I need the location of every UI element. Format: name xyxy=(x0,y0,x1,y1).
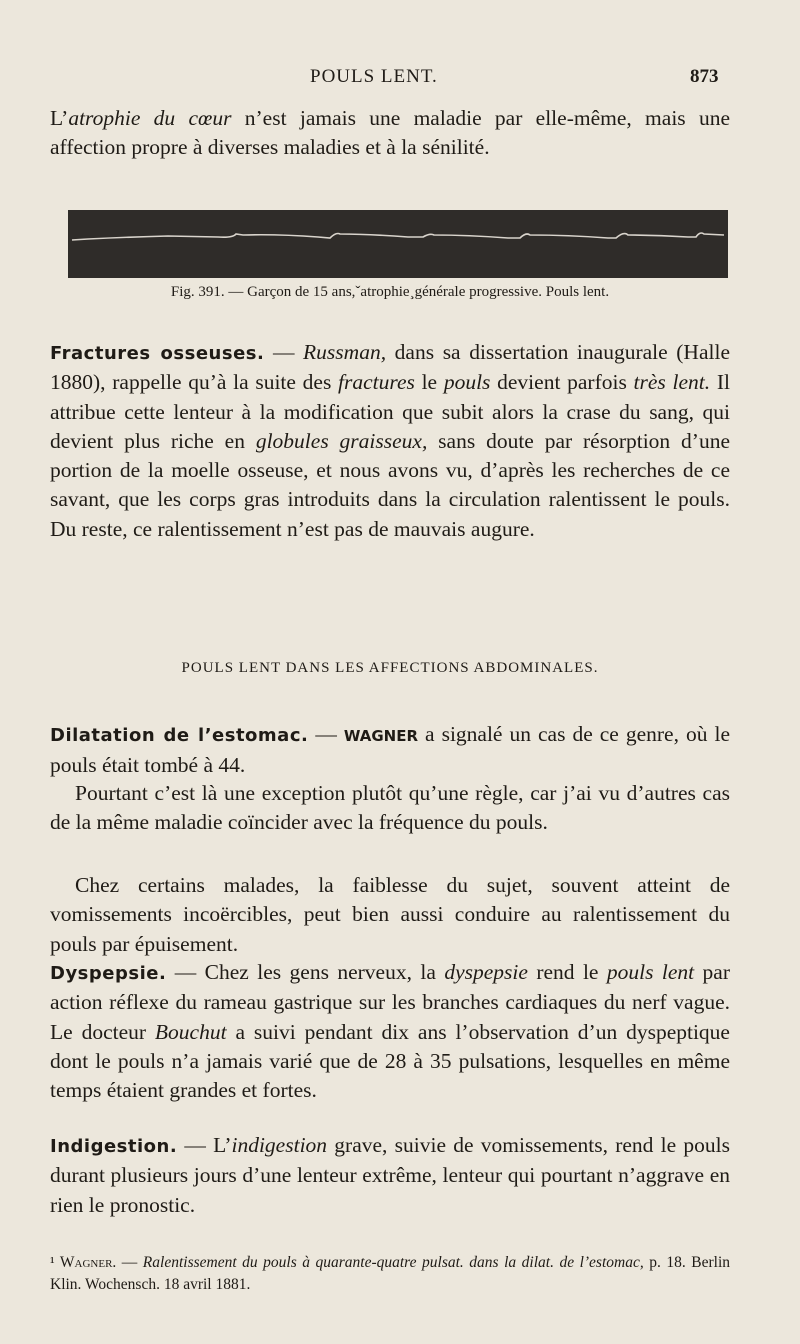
paragraph-malades: Chez certains malades, la faiblesse du sujet, souvent atteint de vomissements incoërcibles, peut bien aussi conduire au ralentissement du pouls par épuisement. xyxy=(50,873,730,956)
running-title: POULS LENT. xyxy=(310,66,438,87)
runin-heading-indigestion: Indigestion. xyxy=(50,1136,178,1157)
paragraph-dyspepsie: Dyspepsie. — Chez les gens nerveux, la dyspepsie rend le pouls lent par action réflexe du rameau gastrique sur les branches cardiaques du nerf vague. Le docteur Bouchut a suivi pendant dix ans l’observation d’un dyspeptique dont le pouls n’a jamais varié que de 28 à 35 pulsations, lesquelles en même temps étaient grandes et fortes. xyxy=(50,960,731,1103)
paragraph-indigestion: Indigestion. — L’indigestion grave, suivie de vomissements, rend le pouls durant plusieurs jours d’une lenteur extrême, lenteur qui pourtant n’aggrave en rien le pronostic. xyxy=(50,1133,730,1217)
pulse-trace-line xyxy=(72,233,724,240)
runin-heading-dilatation: Dilatation de l’estomac. xyxy=(50,725,309,746)
author-name: WAGNER xyxy=(343,727,419,745)
paragraph-atrophie: L’atrophie du cœur n’est jamais une maladie par elle-même, mais une affection propre à diverses maladies et à la sénilité. xyxy=(50,106,730,160)
page-number: 873 xyxy=(690,66,719,87)
pulse-tracing xyxy=(68,210,728,278)
paragraph-fractures: Fractures osseuses. — Russman, dans sa dissertation inaugurale (Halle 1880), rappelle qu’à la suite des fractures le pouls devient parfois très lent. Il attribue cette lenteur à la modification que subit alors la crase du sang, qui devient plus riche en globules graisseux, sans doute par résorption d’une portion de la moelle osseuse, et nous avons vu, d’après les recherches de ce savant, que les corps gras introduits dans la circulation ralentissent le pouls. Du reste, ce ralentissement n’est pas de mauvais augure. xyxy=(50,340,730,541)
runin-heading-fractures: Fractures osseuses. xyxy=(50,343,265,364)
pulse-tracing-figure xyxy=(68,210,728,278)
running-header xyxy=(0,66,800,96)
figure-caption: Fig. 391. — Garçon de 15 ans,ˇatrophie¸générale progressive. Pouls lent. xyxy=(170,284,610,300)
paragraph-exception: Pourtant c’est là une exception plutôt qu’une règle, car j’ai vu d’autres cas de la même maladie coïncider avec la fréquence du pouls. xyxy=(50,781,730,835)
footnote: ¹ Wagner. — Ralentissement du pouls à quarante-quatre pulsat. dans la dilat. de l’estomac, p. 18. Berlin Klin. Wochensch. 18 avril 1881. xyxy=(50,1254,730,1293)
runin-heading-dyspepsie: Dyspepsie. xyxy=(50,963,167,984)
section-heading: POULS LENT DANS LES AFFECTIONS ABDOMINALES. xyxy=(181,660,599,676)
paragraph-dilatation: Dilatation de l’estomac. — WAGNER a signalé un cas de ce genre, où le pouls était tombé à 44. xyxy=(50,722,730,778)
